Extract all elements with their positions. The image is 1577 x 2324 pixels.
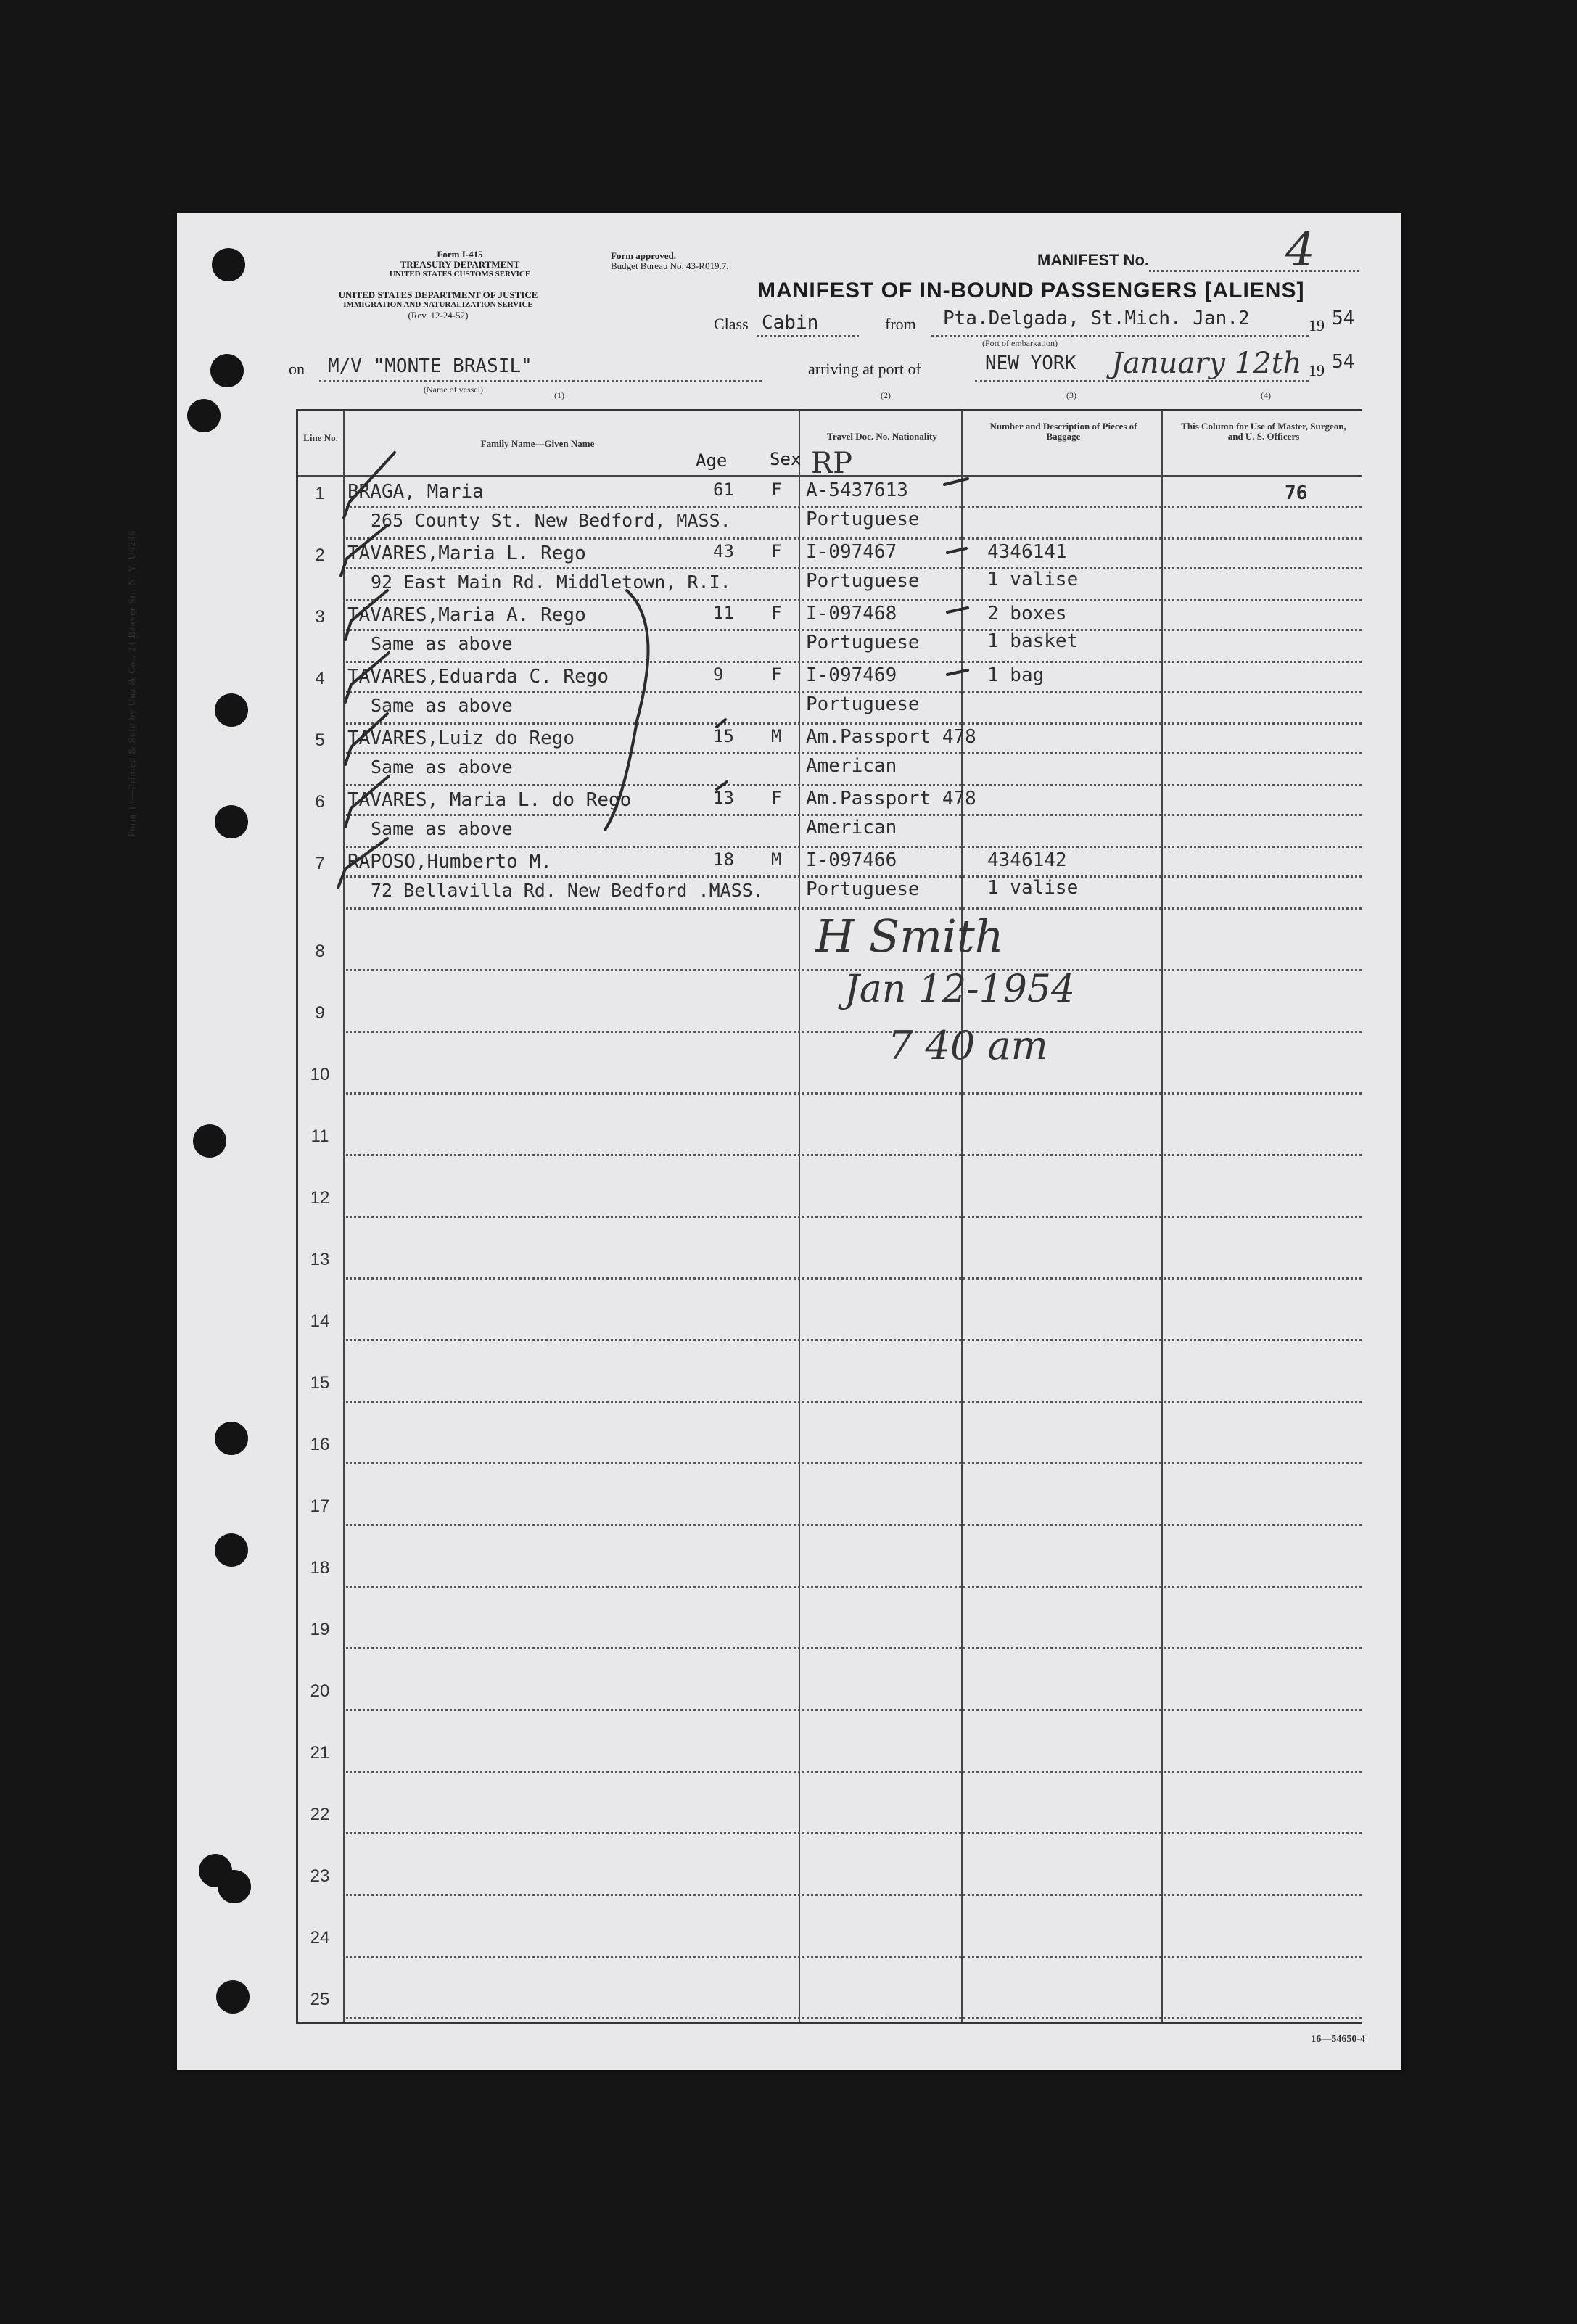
col-header-sex: Sex	[770, 449, 802, 469]
empty-row	[298, 1464, 1362, 1526]
line-number: 13	[310, 1250, 330, 1269]
col-header-name: Family Name—Given Name	[480, 438, 595, 449]
treasury-dept: TREASURY DEPARTMENT	[400, 259, 520, 270]
line-number: 11	[310, 1126, 329, 1146]
passenger-age: 15	[713, 726, 734, 746]
line-number: 23	[310, 1866, 330, 1886]
col-header-baggage: Number and Description of Pieces of Baggage	[989, 421, 1137, 442]
arriving-label: arriving at port of	[808, 360, 921, 378]
line-number: 4	[315, 669, 325, 688]
empty-row	[298, 1834, 1362, 1896]
budget-bureau: Budget Bureau No. 43-R019.7.	[611, 260, 729, 271]
passenger-sex: F	[771, 664, 782, 685]
passenger-name: TAVARES,Maria A. Rego	[347, 604, 586, 626]
customs-service: UNITED STATES CUSTOMS SERVICE	[389, 270, 531, 279]
table-row	[298, 848, 1362, 910]
binder-hole	[215, 1422, 248, 1455]
empty-row	[298, 1218, 1362, 1280]
nationality: Portuguese	[806, 632, 920, 654]
binder-hole	[187, 399, 221, 432]
binder-hole	[215, 693, 248, 727]
line-number: 21	[310, 1743, 330, 1763]
row-dotted-line	[346, 567, 1362, 569]
nationality: Portuguese	[806, 570, 920, 592]
line-number: 10	[310, 1065, 330, 1084]
manifest-no-label: MANIFEST No.	[1037, 251, 1149, 269]
baggage-line-1: 1 bag	[987, 664, 1045, 686]
table-row	[298, 786, 1362, 848]
passenger-name: TAVARES,Luiz do Rego	[347, 728, 575, 749]
officer-note: 76	[1285, 482, 1308, 504]
empty-row	[298, 1526, 1362, 1588]
line-number: 14	[310, 1311, 330, 1331]
empty-row	[298, 1033, 1362, 1095]
line-number: 5	[315, 730, 325, 750]
table-row	[298, 478, 1362, 540]
arrival-year: 54	[1332, 351, 1355, 373]
binder-hole	[218, 1870, 251, 1903]
baggage-line-2: 1 basket	[987, 630, 1079, 652]
nationality: American	[806, 817, 897, 838]
table-row	[298, 540, 1362, 601]
travel-doc-number: Am.Passport 478	[806, 788, 976, 809]
nationality: American	[806, 755, 897, 777]
empty-row	[298, 1896, 1362, 1958]
line-number: 1	[315, 484, 325, 503]
empty-row	[298, 971, 1362, 1033]
passenger-name: TAVARES, Maria L. do Rego	[347, 789, 632, 811]
baggage-line-2: 1 valise	[987, 569, 1079, 590]
passenger-table	[296, 409, 1362, 2024]
from-line	[931, 335, 1309, 337]
empty-row	[298, 1773, 1362, 1834]
binder-hole	[215, 1533, 248, 1567]
line-number: 7	[315, 854, 325, 873]
table-row	[298, 601, 1362, 663]
class-label: Class	[714, 315, 749, 333]
line-number: 6	[315, 792, 325, 812]
empty-row	[298, 1280, 1362, 1341]
passenger-sex: F	[771, 788, 782, 808]
travel-doc-number: Am.Passport 478	[806, 726, 976, 748]
row-dotted-line	[346, 691, 1362, 693]
row-dotted-line	[346, 814, 1362, 816]
passenger-age: 13	[713, 788, 734, 808]
col-header-officers: This Column for Use of Master, Surgeon, and U. S. Officers	[1181, 421, 1346, 442]
line-number: 19	[310, 1620, 330, 1639]
row-dotted-line	[346, 2017, 1362, 2019]
inspection-time: 7 40 am	[888, 1023, 1048, 1068]
from-year-prefix: 19	[1309, 316, 1325, 334]
line-number: 8	[315, 941, 325, 961]
line-number: 22	[310, 1805, 330, 1824]
travel-doc-number: A-5437613	[806, 479, 908, 501]
col-mark-2: (2)	[881, 390, 891, 400]
col-header-line-no: Line No.	[303, 432, 338, 443]
line-number: 16	[310, 1435, 330, 1454]
baggage-line-1: 4346141	[987, 541, 1067, 563]
passenger-age: 43	[713, 541, 734, 561]
line-number: 9	[315, 1003, 325, 1023]
col-mark-4: (4)	[1261, 390, 1271, 400]
col-mark-1: (1)	[554, 390, 564, 400]
baggage-line-2: 1 valise	[987, 877, 1079, 899]
table-row	[298, 725, 1362, 786]
class-line	[757, 335, 859, 337]
travel-doc-number: I-097468	[806, 603, 897, 625]
passenger-name: TAVARES,Maria L. Rego	[347, 543, 586, 564]
line-number: 18	[310, 1558, 330, 1578]
arrival-port: NEW YORK	[985, 353, 1076, 374]
passenger-sex: F	[771, 603, 782, 623]
passenger-sex: M	[771, 849, 782, 870]
from-label: from	[885, 315, 916, 333]
port-embarkation-note: (Port of embarkation)	[982, 338, 1058, 348]
arrival-date: January 12th	[1111, 347, 1302, 380]
travel-doc-number: I-097467	[806, 541, 897, 563]
baggage-line-1: 4346142	[987, 849, 1067, 871]
passenger-age: 11	[713, 603, 734, 623]
line-number: 20	[310, 1681, 330, 1701]
binder-hole	[216, 1980, 250, 2014]
rp-annotation: RP	[811, 447, 853, 480]
from-value: Pta.Delgada, St.Mich. Jan.2	[943, 308, 1250, 329]
justice-dept: UNITED STATES DEPARTMENT OF JUSTICE	[338, 289, 538, 300]
line-number: 25	[310, 1990, 330, 2009]
empty-row	[298, 1341, 1362, 1403]
passenger-sex: F	[771, 541, 782, 561]
passenger-age: 61	[713, 479, 734, 500]
nationality: Portuguese	[806, 878, 920, 900]
passenger-name: TAVARES,Eduarda C. Rego	[347, 666, 609, 688]
vessel-note: (Name of vessel)	[424, 384, 483, 395]
binder-hole	[215, 805, 248, 838]
footer-code: 16—54650-4	[1311, 2034, 1365, 2045]
binder-hole	[193, 1124, 226, 1158]
empty-row	[298, 1958, 1362, 2019]
row-dotted-line	[346, 629, 1362, 631]
passenger-address: 265 County St. New Bedford, MASS.	[371, 510, 731, 531]
form-number: Form I-415	[437, 249, 483, 260]
col-mark-3: (3)	[1066, 390, 1076, 400]
class-value: Cabin	[762, 312, 819, 334]
manifest-page	[126, 213, 1401, 2070]
officer-signature: H Smith	[815, 910, 1004, 963]
row-dotted-line	[346, 752, 1362, 754]
form-revision: (Rev. 12-24-52)	[408, 310, 469, 321]
line-number: 3	[315, 607, 325, 627]
passenger-address: Same as above	[371, 633, 513, 654]
binder-hole	[212, 248, 245, 281]
col-header-age: Age	[696, 450, 728, 471]
empty-row	[298, 1156, 1362, 1218]
on-label: on	[289, 360, 305, 378]
empty-row	[298, 1711, 1362, 1773]
passenger-address: Same as above	[371, 818, 513, 839]
passenger-name: BRAGA, Maria	[347, 481, 484, 503]
nationality: Portuguese	[806, 693, 920, 715]
arrival-year-prefix: 19	[1309, 361, 1325, 379]
arrival-line	[975, 380, 1309, 382]
manifest-number: 4	[1285, 223, 1315, 277]
ins-service: IMMIGRATION AND NATURALIZATION SERVICE	[343, 300, 533, 309]
baggage-line-1: 2 boxes	[987, 603, 1067, 625]
row-dotted-line	[346, 875, 1362, 878]
passenger-age: 18	[713, 849, 734, 870]
travel-doc-number: I-097466	[806, 849, 897, 871]
empty-row	[298, 1649, 1362, 1711]
passenger-age: 9	[713, 664, 724, 685]
passenger-name: RAPOSO,Humberto M.	[347, 851, 552, 873]
line-number: 12	[310, 1188, 330, 1208]
empty-row	[298, 1403, 1362, 1464]
empty-row	[298, 1588, 1362, 1649]
line-number: 24	[310, 1928, 330, 1948]
passenger-address: 92 East Main Rd. Middletown, R.I.	[371, 572, 731, 593]
col-header-travel-doc: Travel Doc. No. Nationality	[827, 431, 937, 442]
passenger-sex: F	[771, 479, 782, 500]
page-title: MANIFEST OF IN-BOUND PASSENGERS [ALIENS]	[757, 279, 1305, 302]
passenger-sex: M	[771, 726, 782, 746]
printer-imprint: Form 14—Printed & Sold by Unz & Co., 24 Beaver St., N. Y. U6236	[126, 530, 137, 837]
from-year: 54	[1332, 308, 1355, 329]
nationality: Portuguese	[806, 508, 920, 530]
manifest-no-line	[1149, 270, 1359, 272]
line-number: 2	[315, 545, 325, 565]
empty-row	[298, 1095, 1362, 1156]
passenger-address: Same as above	[371, 695, 513, 716]
binder-hole	[210, 354, 244, 387]
passenger-address: Same as above	[371, 757, 513, 778]
inspection-date: Jan 12-1954	[844, 968, 1075, 1011]
line-number: 17	[310, 1496, 330, 1516]
line-number: 15	[310, 1373, 330, 1393]
vessel-line	[319, 380, 762, 382]
passenger-address: 72 Bellavilla Rd. New Bedford .MASS.	[371, 880, 764, 901]
row-dotted-line	[346, 506, 1362, 508]
vessel-name: M/V "MONTE BRASIL"	[328, 355, 532, 377]
approved-note: Form approved.	[611, 250, 677, 261]
table-row	[298, 663, 1362, 725]
travel-doc-number: I-097469	[806, 664, 897, 686]
